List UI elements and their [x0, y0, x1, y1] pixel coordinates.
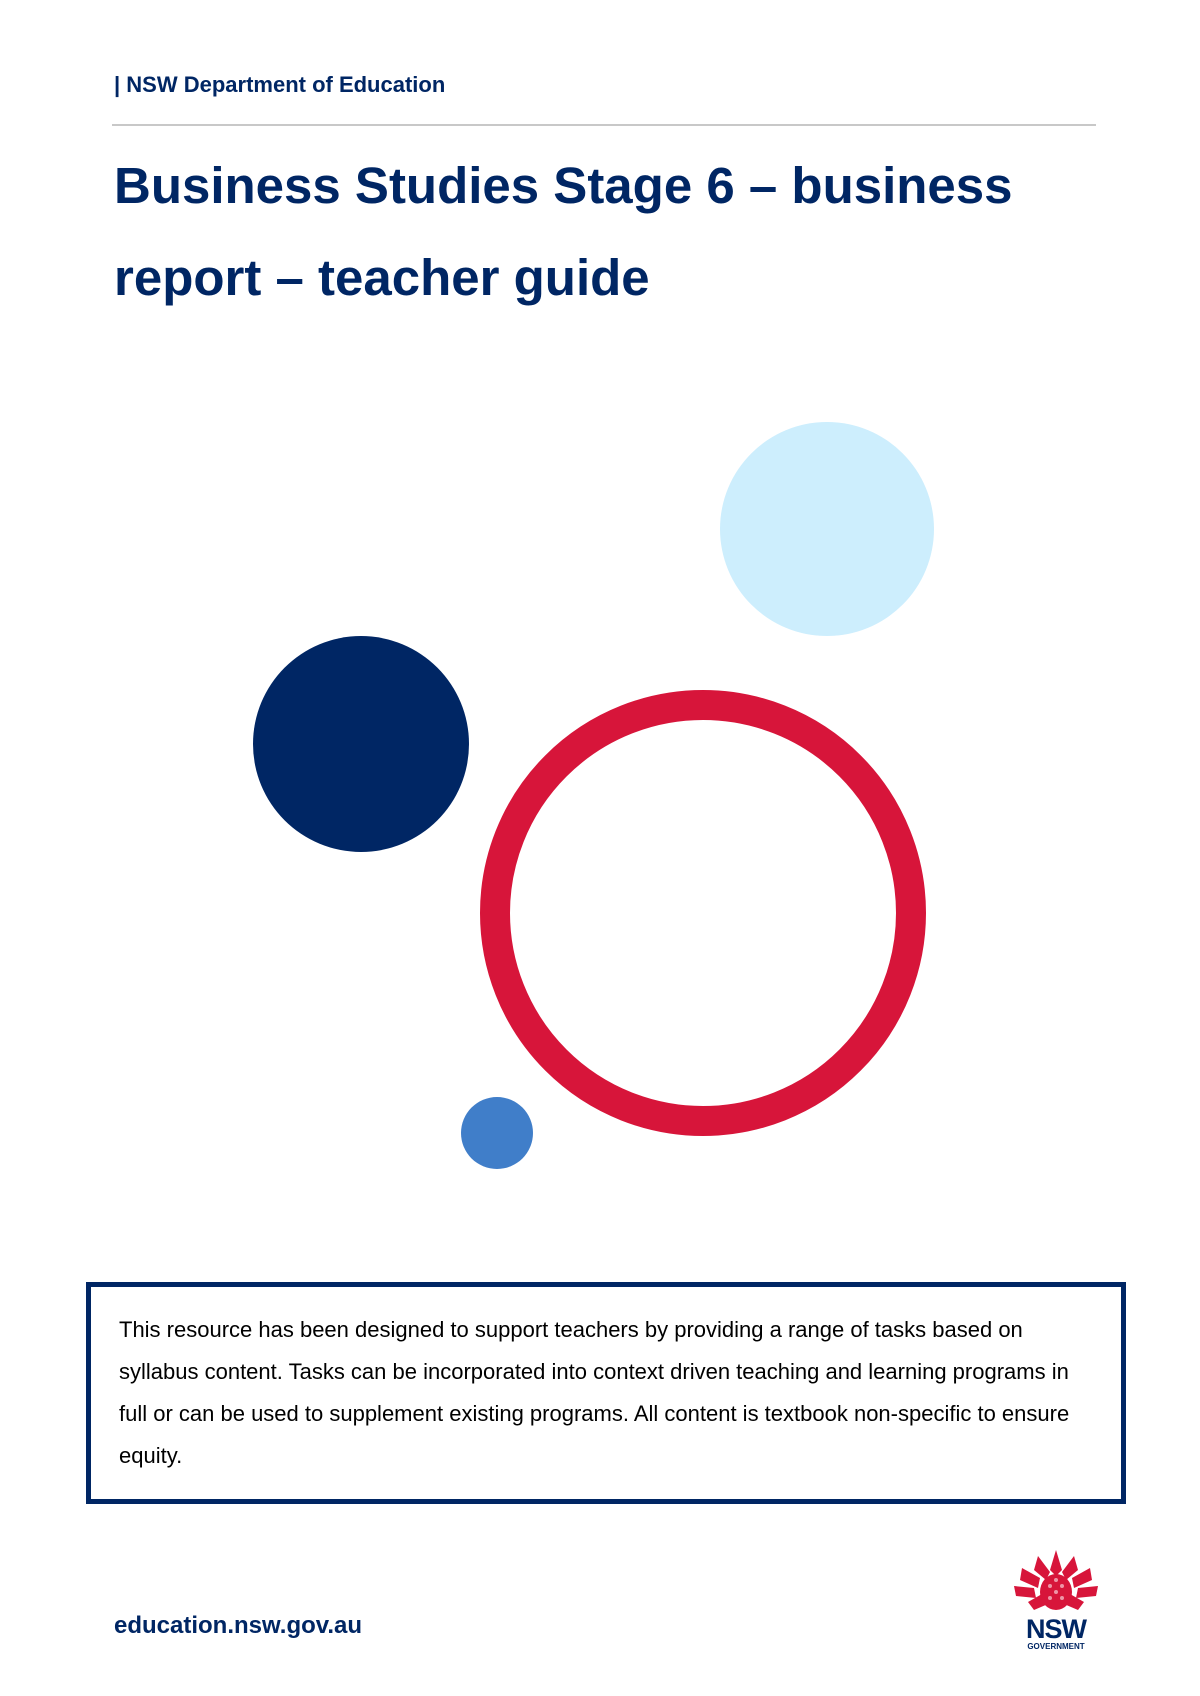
header-label: | NSW Department of Education — [114, 72, 446, 97]
nsw-government-logo — [1008, 1546, 1104, 1656]
info-box — [86, 1282, 1126, 1504]
logo-text: NSW — [1026, 1614, 1086, 1644]
info-box-text: This resource has been designed to support teachers by providing a range of tasks based on syllabus content. Tasks can be incorporated into context driven teaching and learning programs in full or can be used to supplement existing programs. All content is textbook non-specific to ensure equity. — [119, 1317, 1070, 1468]
decorative-circle-blue — [461, 1097, 533, 1169]
logo-subtext: GOVERNMENT — [1027, 1642, 1085, 1651]
decorative-circle-navy — [253, 636, 469, 852]
document-title: Business Studies Stage 6 – business report – teacher guide — [114, 157, 1013, 306]
waratah-icon — [1008, 1546, 1104, 1616]
header-divider — [112, 124, 1096, 126]
decorative-ring-red — [480, 690, 926, 1136]
footer-url[interactable]: education.nsw.gov.au — [114, 1612, 363, 1639]
decorative-circle-light-blue — [720, 422, 934, 636]
